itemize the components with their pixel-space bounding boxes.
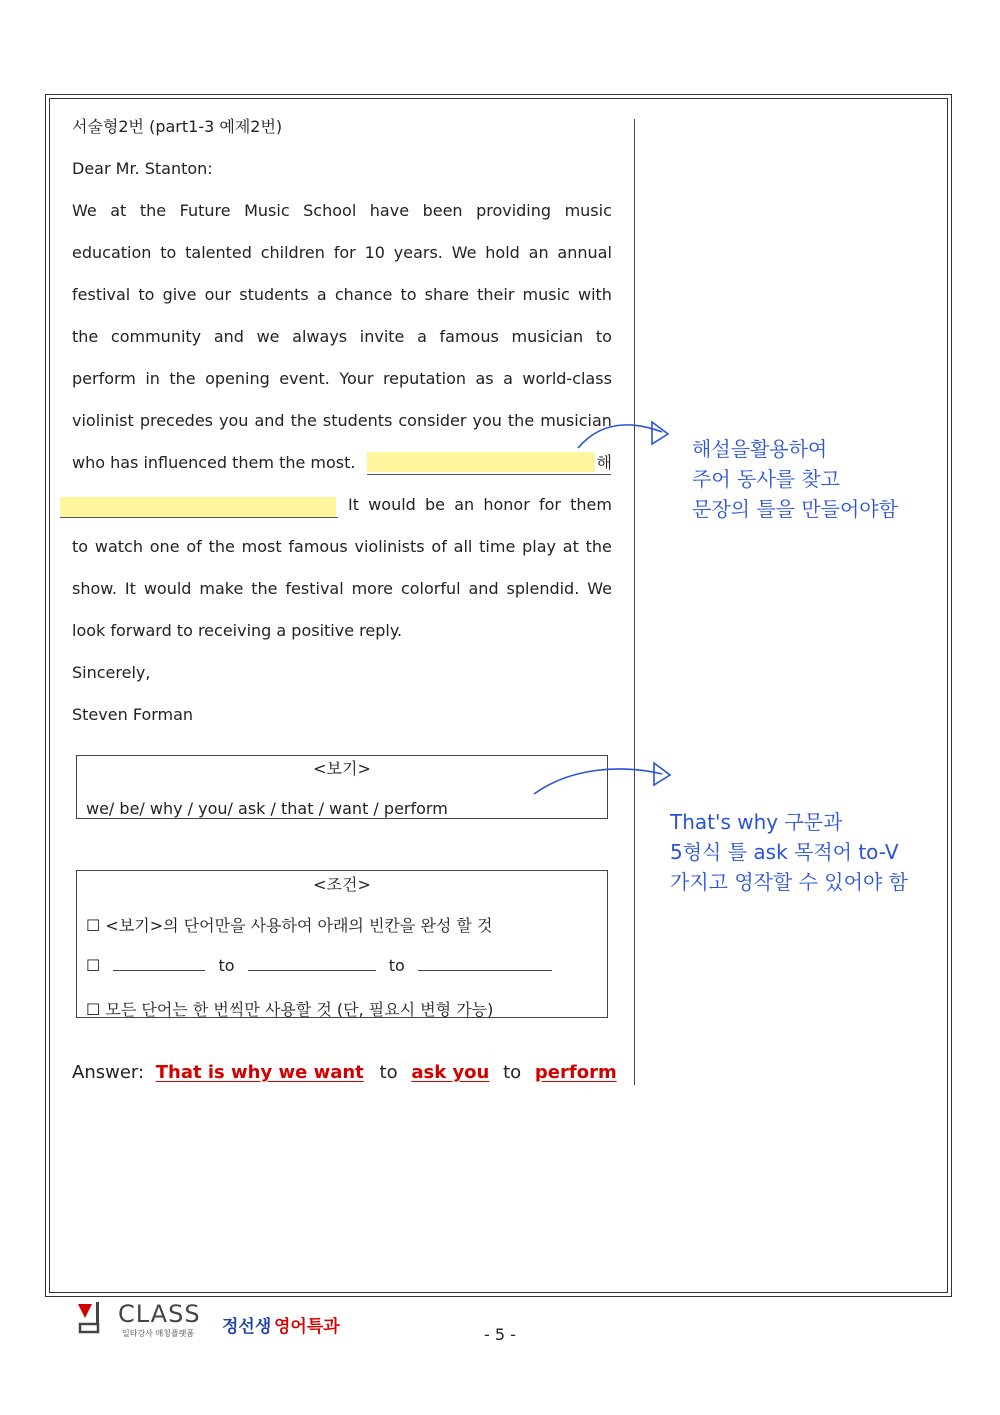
logo-sub-text: 일타강사 매칭플랫폼 xyxy=(122,1329,195,1338)
bogi-words: we/ be/ why / you/ ask / that / want / perform xyxy=(86,799,448,818)
letter-line-10-word: and xyxy=(468,579,499,598)
letter-line-9-word: famous xyxy=(288,537,348,556)
letter-line-9-word: one xyxy=(149,537,180,556)
letter-line-6-word: violinist xyxy=(72,411,134,430)
condition-item-2 xyxy=(86,956,552,975)
letter-line-6-word: the xyxy=(290,411,317,430)
letter-line-1-word: have xyxy=(369,201,410,220)
letter-line-1-word: the xyxy=(139,201,167,220)
note-1-line-3: 문장의 틀을 만들어야함 xyxy=(692,497,898,521)
answer-to-1: to xyxy=(379,1062,398,1083)
letter-closing: Sincerely, xyxy=(72,663,151,682)
letter-line-3-word: festival xyxy=(72,285,131,304)
letter-line-9-word: of xyxy=(431,537,447,556)
letter-line-3-word: chance xyxy=(334,285,393,304)
page-number: - 5 - xyxy=(484,1325,516,1344)
condition-item-3: ☐ 모든 단어는 한 번씩만 사용할 것 (단, 필요시 변형 가능) xyxy=(86,1000,494,1019)
letter-line-9-word: violinists xyxy=(354,537,425,556)
letter-line-2-word: We xyxy=(451,243,477,262)
letter-line-4-word: the xyxy=(72,327,99,346)
letter-line-1-word: School xyxy=(303,201,357,220)
blank-2 xyxy=(248,956,376,971)
letter-line-8-word: It xyxy=(348,495,359,514)
letter-line-4 xyxy=(72,322,612,364)
conditions-title: <조건> xyxy=(313,875,371,894)
letter-line-2-word: for xyxy=(333,243,356,262)
letter-line-8-word: honor xyxy=(483,495,530,514)
letter-line-3-word: share xyxy=(424,285,470,304)
letter-line-10-word: We xyxy=(587,579,612,598)
letter-line-7-tail: 해 xyxy=(596,453,612,472)
letter-line-4-word: always xyxy=(292,327,348,346)
letter-line-6-word: consider xyxy=(398,411,467,430)
column-divider xyxy=(634,119,635,1085)
letter-line-2-word: 10 xyxy=(364,243,385,262)
letter-line-1-word: We xyxy=(72,201,97,220)
answer-to-2: to xyxy=(503,1062,522,1083)
letter-line-8-word: for xyxy=(538,495,561,514)
arrow-icon-1 xyxy=(570,412,680,462)
letter-line-1-word: at xyxy=(110,201,127,220)
letter-line-1-word: Future xyxy=(179,201,231,220)
letter-line-2-word: to xyxy=(160,243,177,262)
letter-line-1-word: been xyxy=(422,201,463,220)
letter-line-1-word: Music xyxy=(244,201,290,220)
letter-line-6-word: musician xyxy=(540,411,612,430)
letter-line-2-word: an xyxy=(528,243,549,262)
letter-line-3 xyxy=(72,280,612,322)
letter-line-5-word: Your xyxy=(339,369,374,388)
bogi-box xyxy=(76,755,608,819)
letter-line-2-word: hold xyxy=(485,243,520,262)
letter-line-9-word: most xyxy=(241,537,282,556)
letter-line-6-word: precedes xyxy=(139,411,214,430)
conditions-box xyxy=(76,870,608,1018)
letter-line-3-word: to xyxy=(400,285,417,304)
brand-blue-text: 정선생 xyxy=(222,1317,272,1337)
letter-line-5-word: a xyxy=(503,369,513,388)
letter-line-10-word: festival xyxy=(285,579,344,598)
letter-line-3-word: to xyxy=(138,285,155,304)
letter-line-2-word: annual xyxy=(557,243,612,262)
letter-line-3-word: students xyxy=(239,285,309,304)
answer-part-1: That is why we want xyxy=(155,1062,364,1083)
letter-line-3-word: music xyxy=(522,285,570,304)
condition-to-1: to xyxy=(218,956,235,975)
letter-line-4-word: a xyxy=(417,327,427,346)
answer-part-2: ask you xyxy=(411,1062,490,1083)
letter-line-8-word: would xyxy=(368,495,416,514)
letter-line-8 xyxy=(72,490,612,532)
letter-line-3-word: with xyxy=(577,285,612,304)
letter-line-2-word: children xyxy=(260,243,325,262)
note-1-line-2: 주어 동사를 찾고 xyxy=(692,467,840,491)
letter-line-10-word: the xyxy=(251,579,278,598)
letter-line-9-word: time xyxy=(479,537,516,556)
letter-line-5-word: reputation xyxy=(382,369,467,388)
letter-line-6-word: the xyxy=(507,411,535,430)
letter-line-6-word: you xyxy=(472,411,502,430)
brand-red-text: 영어특과 xyxy=(274,1317,340,1337)
letter-line-10-word: make xyxy=(199,579,244,598)
letter-line-4-word: invite xyxy=(359,327,405,346)
letter-line-6 xyxy=(72,406,612,448)
letter-line-10-word: show. xyxy=(72,579,117,598)
letter-line-10-word: It xyxy=(124,579,136,598)
letter-line-5-word: in xyxy=(145,369,160,388)
letter-line-4-word: we xyxy=(256,327,280,346)
letter-line-6-word: you xyxy=(219,411,249,430)
letter-line-9 xyxy=(72,532,612,574)
note-1 xyxy=(692,434,898,524)
letter-line-9-word: play xyxy=(522,537,556,556)
letter-line-6-word: students xyxy=(322,411,393,430)
letter-greeting: Dear Mr. Stanton: xyxy=(72,159,213,178)
letter-line-5-word: world-class xyxy=(522,369,612,388)
answer-label: Answer: xyxy=(72,1062,145,1083)
letter-line-9-word: the xyxy=(208,537,235,556)
letter-line-5 xyxy=(72,364,612,406)
letter-line-7 xyxy=(72,448,612,490)
letter-line-5-word: the xyxy=(169,369,196,388)
letter-line-5-word: perform xyxy=(72,369,136,388)
answer-line xyxy=(72,1062,617,1083)
note-2-line-1: That's why 구문과 xyxy=(670,810,843,834)
letter-line-8-words xyxy=(348,490,612,520)
letter-line-5-word: event. xyxy=(279,369,330,388)
bogi-title: <보기> xyxy=(313,759,371,778)
blank-3 xyxy=(418,956,552,971)
letter-line-10-word: would xyxy=(143,579,192,598)
letter-line-4-word: to xyxy=(595,327,612,346)
letter-line-9-word: of xyxy=(186,537,202,556)
letter-line-10-word: colorful xyxy=(400,579,461,598)
question-header: 서술형2번 (part1-3 예제2번) xyxy=(72,117,283,136)
letter-line-4-word: musician xyxy=(511,327,584,346)
condition-item-1: ☐ <보기>의 단어만을 사용하여 아래의 빈칸을 완성 할 것 xyxy=(86,916,493,935)
letter-line-8-word: an xyxy=(454,495,475,514)
letter-line-2-word: talented xyxy=(185,243,252,262)
letter-line-6-word: and xyxy=(254,411,285,430)
letter-line-9-word: at xyxy=(562,537,579,556)
blank-1 xyxy=(113,956,205,971)
letter-line-9-word: to xyxy=(72,537,89,556)
letter-line-8-word: them xyxy=(570,495,612,514)
blank-underline-2 xyxy=(60,517,338,518)
letter-line-10-word: more xyxy=(351,579,394,598)
letter-line-4-word: and xyxy=(213,327,244,346)
letter-line-1 xyxy=(72,196,612,238)
letter-line-7-text: who has influenced them the most. xyxy=(72,453,356,472)
checkbox-icon: ☐ xyxy=(86,956,101,975)
letter-line-2-word: years. xyxy=(393,243,443,262)
letter-line-4-word: community xyxy=(110,327,202,346)
letter-line-3-word: a xyxy=(316,285,327,304)
answer-part-3: perform xyxy=(534,1062,617,1083)
letter-line-1-word: music xyxy=(564,201,612,220)
letter-line-10 xyxy=(72,574,612,616)
note-2-line-3: 가지고 영작할 수 있어야 함 xyxy=(670,870,908,894)
letter-line-5-word: opening xyxy=(205,369,270,388)
logo-class-text: CLASS xyxy=(118,1300,201,1328)
letter-line-3-word: their xyxy=(477,285,515,304)
letter-signature: Steven Forman xyxy=(72,705,194,724)
letter-line-9-word: all xyxy=(453,537,473,556)
letter-line-9-word: the xyxy=(585,537,612,556)
letter-line-9-word: watch xyxy=(94,537,143,556)
condition-to-2: to xyxy=(388,956,405,975)
letter-line-3-word: give xyxy=(162,285,197,304)
letter-line-2-word: education xyxy=(72,243,152,262)
letter-body xyxy=(72,112,612,742)
letter-line-3-word: our xyxy=(204,285,232,304)
letter-line-10-word: splendid. xyxy=(506,579,580,598)
letter-line-4-word: famous xyxy=(439,327,499,346)
note-1-line-1: 해설을활용하여 xyxy=(692,437,828,461)
note-2 xyxy=(670,807,908,897)
arrow-icon-2 xyxy=(530,760,680,800)
letter-line-8-word: be xyxy=(425,495,445,514)
blank-underline-1 xyxy=(367,474,611,475)
letter-line-1-word: providing xyxy=(476,201,552,220)
letter-line-11: look forward to receiving a positive reply. xyxy=(72,621,403,640)
letter-line-5-word: as xyxy=(475,369,494,388)
note-2-line-2: 5형식 틀 ask 목적어 to-V xyxy=(670,840,899,864)
letter-line-2 xyxy=(72,238,612,280)
